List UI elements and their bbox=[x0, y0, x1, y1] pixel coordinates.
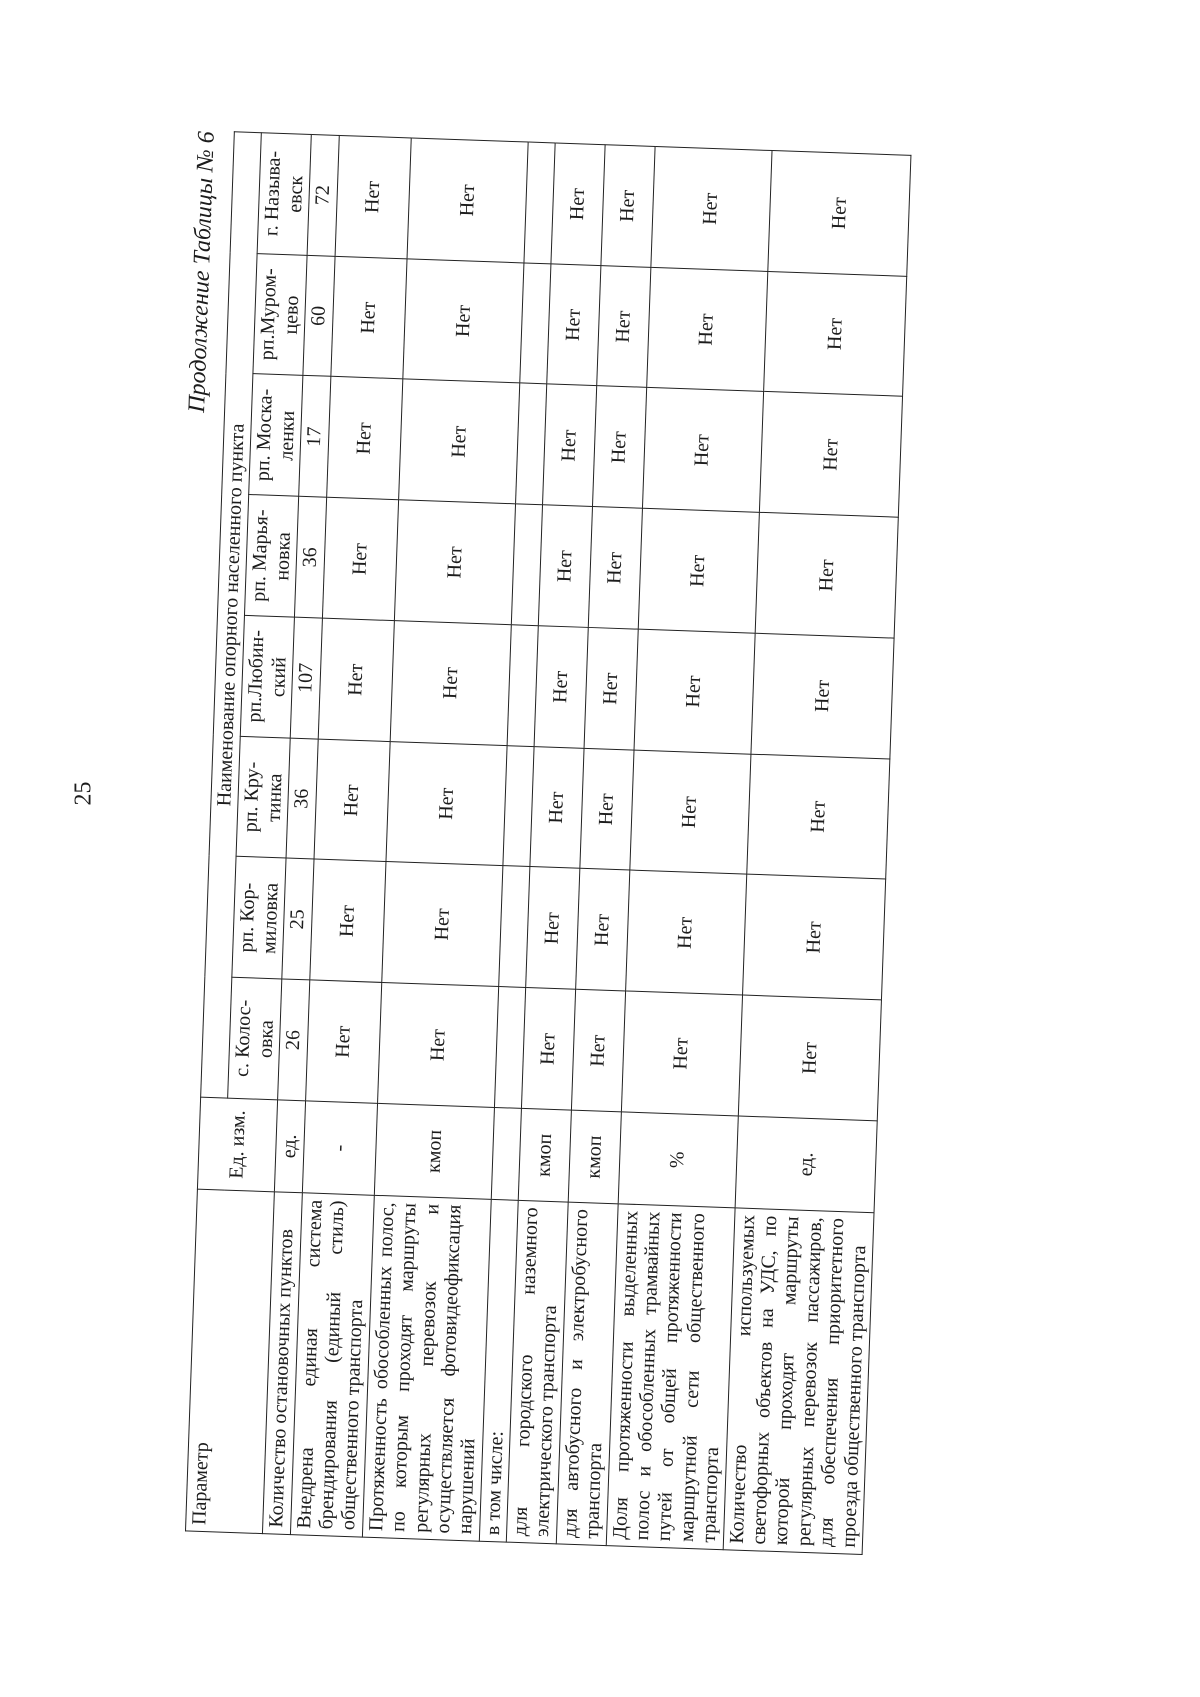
cell-value bbox=[494, 987, 526, 1109]
cell-value bbox=[515, 383, 547, 505]
cell-value: Нет bbox=[326, 377, 402, 500]
cell-value bbox=[524, 142, 556, 264]
row-param: в том числе: bbox=[479, 1199, 518, 1542]
row-unit: кмоп bbox=[568, 1110, 621, 1204]
header-place: рп. Кор-миловка bbox=[232, 857, 286, 979]
cell-value: Нет bbox=[763, 271, 906, 397]
cell-value: Нет bbox=[330, 256, 406, 379]
cell-value: Нет bbox=[592, 386, 646, 508]
cell-value: Нет bbox=[381, 862, 502, 987]
cell-value: Нет bbox=[651, 146, 772, 271]
cell-value: 60 bbox=[303, 255, 335, 377]
row-unit: ед. bbox=[735, 1116, 877, 1213]
cell-value: Нет bbox=[386, 741, 507, 866]
cell-value: Нет bbox=[547, 264, 601, 386]
header-place: рп. Моска-ленки bbox=[249, 374, 303, 496]
cell-value bbox=[507, 625, 539, 747]
cell-value: Нет bbox=[742, 875, 885, 1001]
header-place: рп. Кру-тинка bbox=[236, 736, 290, 858]
cell-value: 36 bbox=[295, 496, 327, 618]
cell-value: Нет bbox=[335, 135, 411, 258]
header-place: с. Колос-овка bbox=[228, 977, 282, 1099]
row-param: Количество остановочных пунктов bbox=[263, 1192, 302, 1535]
cell-value: Нет bbox=[534, 626, 588, 748]
rotated-table-block bbox=[145, 131, 1153, 1564]
row-param: для городского наземного электрического транспорта bbox=[506, 1200, 568, 1544]
cell-value: Нет bbox=[646, 267, 767, 392]
cell-value: Нет bbox=[629, 750, 750, 875]
header-place: рп.Муром-цево bbox=[253, 253, 307, 375]
cell-value: Нет bbox=[571, 989, 625, 1111]
cell-value: Нет bbox=[538, 505, 592, 627]
row-param: Доля протяженности выделенных полос и обособленных трамвайных путей от общей протяженности маршрутной сети общественного транспорта bbox=[606, 1204, 735, 1550]
cell-value bbox=[498, 866, 530, 988]
cell-value: Нет bbox=[642, 388, 763, 513]
cell-value: Нет bbox=[318, 618, 394, 741]
row-unit: ед. bbox=[275, 1100, 306, 1193]
cell-value: Нет bbox=[580, 748, 634, 870]
cell-value: Нет bbox=[526, 867, 580, 989]
cell-value: Нет bbox=[390, 621, 511, 746]
row-unit bbox=[491, 1107, 522, 1200]
cell-value: Нет bbox=[601, 145, 655, 268]
cell-value: Нет bbox=[738, 995, 881, 1121]
row-unit: % bbox=[618, 1112, 738, 1208]
cell-value: Нет bbox=[621, 991, 742, 1116]
cell-value: Нет bbox=[759, 392, 902, 518]
table-caption: Продолжение Таблицы № 6 bbox=[184, 130, 220, 414]
cell-value: Нет bbox=[625, 871, 746, 996]
cell-value: Нет bbox=[394, 500, 515, 625]
header-place: г. Называ-евск bbox=[258, 133, 312, 256]
cell-value: Нет bbox=[551, 143, 605, 266]
row-param: Внедрена единая система брендирования (единый стиль) общественного транспорта bbox=[290, 1193, 374, 1537]
header-place: рп. Марья-новка bbox=[245, 495, 299, 617]
page-number: 25 bbox=[70, 781, 97, 806]
cell-value bbox=[519, 263, 551, 385]
cell-value: 17 bbox=[299, 376, 331, 498]
cell-value: 72 bbox=[307, 134, 339, 256]
cell-value: 107 bbox=[290, 617, 322, 739]
cell-value: Нет bbox=[584, 627, 638, 749]
cell-value: Нет bbox=[305, 980, 381, 1103]
row-param: Количество используемых светофорных объектов на УДС, по которой проходят маршруты регулярных перевозок пассажиров, для обеспечения приоритетного проезда общественного транспорта bbox=[723, 1208, 874, 1555]
cell-value: Нет bbox=[575, 869, 629, 991]
cell-value: Нет bbox=[751, 633, 894, 759]
cell-value: Нет bbox=[530, 746, 584, 868]
cell-value: 26 bbox=[278, 979, 310, 1101]
cell-value: Нет bbox=[755, 513, 898, 639]
cell-value bbox=[511, 504, 543, 626]
row-unit: - bbox=[302, 1101, 377, 1195]
cell-value: Нет bbox=[403, 259, 524, 384]
cell-value: 25 bbox=[282, 859, 314, 981]
cell-value: Нет bbox=[746, 754, 889, 880]
cell-value: Нет bbox=[767, 150, 910, 276]
cell-value: Нет bbox=[309, 859, 385, 982]
data-table bbox=[185, 131, 911, 1555]
cell-value: Нет bbox=[377, 983, 498, 1108]
header-place: рп.Любин-ский bbox=[241, 615, 295, 737]
row-param: для автобусного и электробусного транспорта bbox=[556, 1202, 618, 1546]
cell-value: Нет bbox=[588, 507, 642, 629]
cell-value: Нет bbox=[522, 988, 576, 1110]
cell-value: Нет bbox=[398, 379, 519, 504]
cell-value: Нет bbox=[638, 508, 759, 633]
cell-value: Нет bbox=[543, 384, 597, 506]
header-param: Параметр bbox=[185, 1189, 274, 1533]
cell-value bbox=[503, 745, 535, 867]
cell-value: 36 bbox=[286, 738, 318, 860]
cell-value: Нет bbox=[314, 739, 390, 862]
row-param: Протяженность обособленных полос, по которым проходят маршруты регулярных перевозок и осуществляется фотовидеофиксация нарушений bbox=[362, 1195, 491, 1541]
cell-value: Нет bbox=[322, 497, 398, 620]
cell-value: Нет bbox=[634, 629, 755, 754]
header-group: Наименование опорного населенного пункта bbox=[201, 132, 262, 1098]
cell-value: Нет bbox=[407, 138, 528, 263]
row-unit: кмоп bbox=[374, 1103, 494, 1199]
row-unit: кмоп bbox=[518, 1108, 571, 1202]
cell-value: Нет bbox=[597, 265, 651, 387]
header-unit: Ед. изм. bbox=[197, 1097, 277, 1192]
